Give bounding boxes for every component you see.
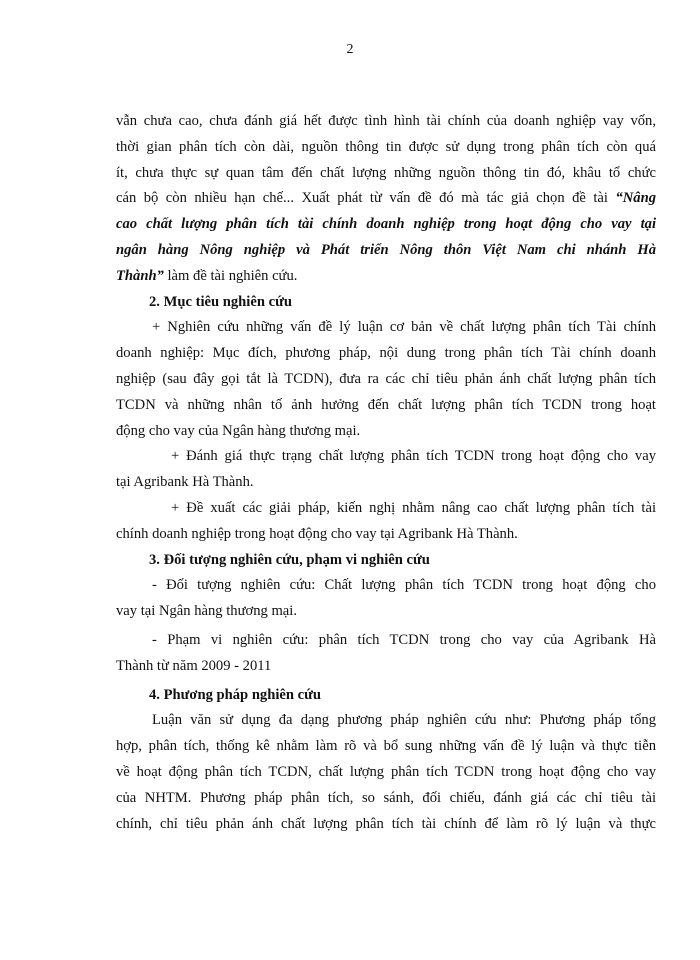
text-line: ít, chưa thực sự quan tâm đến chất lượng những nguồn thông tin đó, khâu tổ chức — [116, 164, 656, 181]
section-heading: 2. Mục tiêu nghiên cứu — [149, 293, 292, 310]
objectives-list — [116, 315, 656, 547]
text-line: TCDN và những nhân tố ảnh hưởng đến chất lượng phân tích TCDN trong hoạt — [116, 396, 656, 413]
text-line: thời gian phân tích còn dài, nguồn thông tin được sử dụng trong phân tích còn quá — [116, 138, 656, 155]
methods-paragraph — [116, 708, 656, 837]
thesis-title-segment: “Nâng — [615, 190, 656, 207]
intro-paragraph — [116, 109, 656, 290]
text-line: + Đánh giá thực trạng chất lượng phân tích TCDN trong hoạt động cho vay — [171, 448, 656, 465]
text-line: của NHTM. Phương pháp phân tích, so sánh, đối chiếu, đánh giá các chỉ tiêu tài — [116, 789, 656, 806]
text-line: vay tại Ngân hàng thương mại. — [116, 603, 297, 620]
text-line: chính, chỉ tiêu phản ánh chất lượng phân tích tài chính để làm rõ lý luận và thực — [116, 815, 656, 832]
text-line: Thành từ năm 2009 - 2011 — [116, 657, 272, 674]
text-line: doanh nghiệp: Mục đích, phương pháp, nội dung trong phân tích Tài chính doanh — [116, 345, 656, 362]
text-line: - Phạm vi nghiên cứu: phân tích TCDN trong cho vay của Agribank Hà — [152, 631, 656, 648]
text-segment: cán bộ còn nhiều hạn chế... Xuất phát từ vấn đề đó mà tác giả chọn đề tài — [116, 190, 608, 207]
text-line: về hoạt động phân tích TCDN, chất lượng phân tích TCDN trong hoạt động cho vay — [116, 763, 656, 780]
section-heading: 3. Đối tượng nghiên cứu, phạm vi nghiên cứu — [149, 551, 430, 568]
text-line: + Đề xuất các giải pháp, kiến nghị nhằm nâng cao chất lượng phân tích tài — [171, 499, 656, 516]
text-line: nghiệp (sau đây gọi tắt là TCDN), đưa ra các chỉ tiêu phản ánh chất lượng phân tích — [116, 370, 656, 387]
text-segment: làm đề tài nghiên cứu. — [163, 267, 298, 284]
section-heading: 4. Phương pháp nghiên cứu — [149, 686, 321, 703]
text-line: hợp, phân tích, thống kê nhằm làm rõ và bổ sung những vấn đề lý luận và thực tiễn — [116, 738, 656, 755]
text-line: vẫn chưa cao, chưa đánh giá hết được tình hình tài chính của doanh nghiệp vay vốn, — [116, 113, 656, 129]
thesis-title-segment: Thành” — [116, 267, 164, 284]
text-line — [116, 186, 656, 212]
text-line: - Đối tượng nghiên cứu: Chất lượng phân tích TCDN trong hoạt động cho — [152, 577, 656, 594]
scope-list — [116, 573, 656, 679]
text-line: động cho vay của Ngân hàng thương mại. — [116, 422, 361, 439]
text-line: + Nghiên cứu những vấn đề lý luận cơ bản về chất lượng phân tích Tài chính — [152, 319, 656, 336]
page-number: 2 — [346, 42, 354, 57]
thesis-title-line: ngân hàng Nông nghiệp và Phát triển Nông thôn Việt Nam chi nhánh Hà — [116, 241, 656, 258]
text-line: tại Agribank Hà Thành. — [116, 474, 254, 491]
text-line — [116, 264, 656, 290]
text-line: Luận văn sử dụng đa dạng phương pháp nghiên cứu như: Phương pháp tổng — [152, 712, 656, 729]
document-body — [116, 109, 656, 837]
text-line: chính doanh nghiệp trong hoạt động cho vay tại Agribank Hà Thành. — [116, 525, 518, 542]
thesis-title-line: cao chất lượng phân tích tài chính doanh nghiệp trong hoạt động cho vay tại — [116, 216, 656, 233]
